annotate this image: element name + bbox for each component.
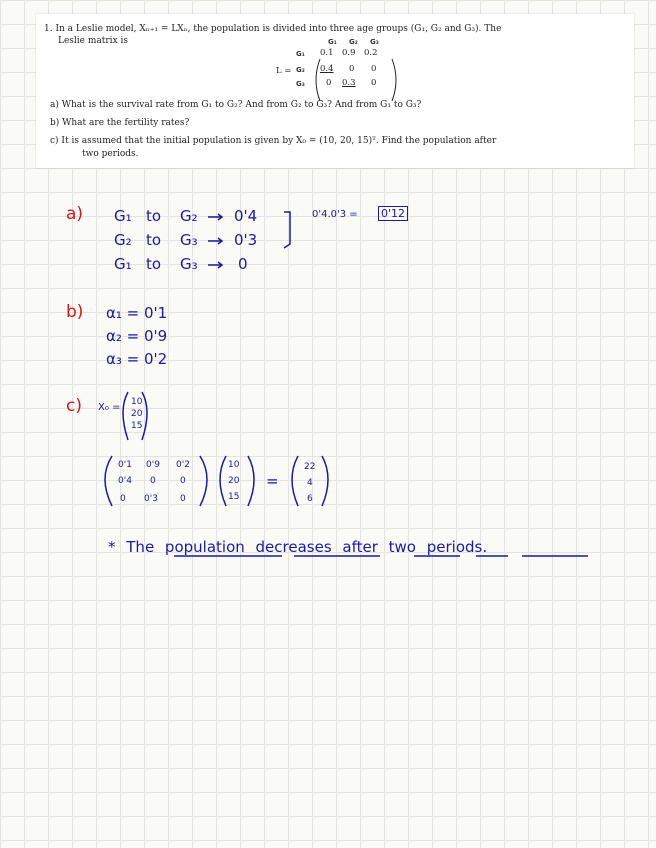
answer-a-row-2-value: 0'3 <box>234 231 258 249</box>
problem-line-2: Leslie matrix is <box>58 36 128 46</box>
c-matrix-cell: 0'3 <box>144 494 158 504</box>
x0-entry: 10 <box>131 397 143 407</box>
c-vector-entry: 20 <box>228 476 240 486</box>
answer-a-row-2-from: G₂ <box>114 231 132 249</box>
answer-a-row-1-to: G₂ <box>180 207 198 225</box>
answer-a-row-3-word: to <box>146 255 162 273</box>
answer-a-row-3-to: G₃ <box>180 255 198 273</box>
c-matrix-cell: 0'1 <box>118 460 132 470</box>
matrix-cell: 0 <box>326 78 332 88</box>
matrix-cell: 0 <box>349 64 355 74</box>
answer-a-row-2-to: G₃ <box>180 231 198 249</box>
answer-b-row-1: α₁ = 0'1 <box>106 304 168 322</box>
answer-a-product: 0'4.0'3 = <box>312 209 358 220</box>
answer-c-x0-label: X₀ = <box>98 402 121 413</box>
problem-part-a: a) What is the survival rate from G₁ to G₂? And from G₂ to G₃? And from G₁ to G₃? <box>50 100 422 110</box>
c-matrix-cell: 0'9 <box>146 460 160 470</box>
c-matrix-cell: 0 <box>180 494 186 504</box>
answer-a-row-3-value: 0 <box>238 255 248 273</box>
c-matrix-cell: 0 <box>150 476 156 486</box>
conclusion-text: * The population decreases after two periods. <box>108 538 488 556</box>
matrix-label: L = <box>276 66 292 76</box>
problem-line-1: 1. In a Leslie model, Xₙ₊₁ = LXₙ, the population is divided into three age groups (G₁, G₂ and G₃). The <box>44 24 502 34</box>
c-matrix-cell: 0'2 <box>176 460 190 470</box>
answer-a-row-1-word: to <box>146 207 162 225</box>
equals-sign: = <box>266 472 279 490</box>
matrix-cell: 0.3 <box>342 78 356 88</box>
problem-part-b: b) What are the fertility rates? <box>50 118 190 128</box>
answer-b-row-2: α₂ = 0'9 <box>106 327 168 345</box>
c-result-entry: 6 <box>307 494 313 504</box>
matrix-cell: 0.9 <box>342 48 356 58</box>
answer-a-row-3-from: G₁ <box>114 255 132 273</box>
c-result-entry: 4 <box>307 478 313 488</box>
c-matrix-cell: 0'4 <box>118 476 132 486</box>
answer-b-label: b) <box>66 302 84 322</box>
matrix-cell: 0.4 <box>320 64 334 74</box>
answer-a-row-1-value: 0'4 <box>234 207 258 225</box>
c-result-entry: 22 <box>304 462 316 472</box>
matrix-cell: 0.1 <box>320 48 334 58</box>
answer-a-row-1-from: G₁ <box>114 207 132 225</box>
answer-a-row-2-word: to <box>146 231 162 249</box>
c-vector-entry: 10 <box>228 460 240 470</box>
x0-entry: 15 <box>131 421 143 431</box>
matrix-cell: 0.2 <box>364 48 378 58</box>
matrix-col-header-1: G₁ <box>328 38 337 46</box>
matrix-col-header-3: G₃ <box>370 38 379 46</box>
c-matrix-cell: 0 <box>180 476 186 486</box>
matrix-row-header-3: G₃ <box>296 80 305 88</box>
matrix-col-header-2: G₂ <box>349 38 358 46</box>
c-matrix-cell: 0 <box>120 494 126 504</box>
c-vector-entry: 15 <box>228 492 240 502</box>
matrix-cell: 0 <box>371 78 377 88</box>
matrix-row-header-1: G₁ <box>296 50 305 58</box>
problem-part-c-line-2: two periods. <box>82 149 139 159</box>
matrix-cell: 0 <box>371 64 377 74</box>
answer-a-label: a) <box>66 204 84 224</box>
answer-a-result: 0'12 <box>378 206 408 221</box>
answer-c-label: c) <box>66 396 82 416</box>
x0-entry: 20 <box>131 409 143 419</box>
matrix-row-header-2: G₂ <box>296 66 305 74</box>
answer-b-row-3: α₃ = 0'2 <box>106 350 168 368</box>
problem-part-c-line-1: c) It is assumed that the initial population is given by X₀ = (10, 20, 15)ᵀ. Find the population after <box>50 136 497 146</box>
